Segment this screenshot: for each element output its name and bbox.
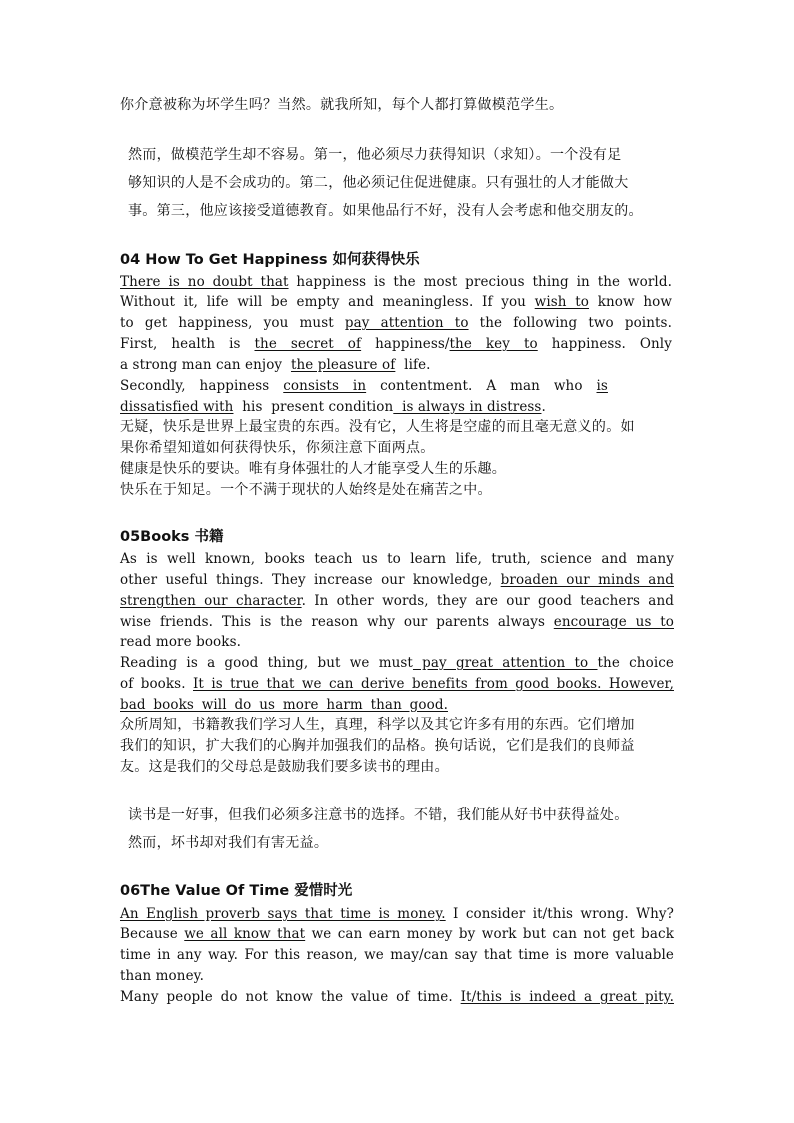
phrase: pay attention to: [344, 315, 469, 331]
s05-line-3: [120, 591, 674, 611]
s04-line-2: [120, 292, 672, 312]
phrase: dissatisfied with: [120, 399, 234, 415]
text: of books.: [120, 676, 186, 692]
s04-line-5: [120, 355, 431, 375]
s06-line-3: time in any way. For this reason, we may/can say that time is more valuable: [120, 947, 674, 963]
section-06-title: 06The Value Of Time 爱惜时光: [120, 883, 353, 899]
s06-line-5: [120, 987, 674, 1007]
intro-line-2: 然而，做模范学生却不容易。第一，他必须尽力获得知识（求知）。一个没有足: [128, 147, 622, 163]
s04-line-1: [120, 272, 672, 292]
s05-line-6: [120, 653, 674, 673]
text: I consider it/this wrong. Why?: [445, 906, 674, 922]
text: First, health is: [120, 336, 241, 352]
s05-line-2: [120, 570, 674, 590]
s05-line-1: As is well known, books teach us to learn life, truth, science and many: [120, 551, 674, 567]
section-04-title: 04 How To Get Happiness 如何获得快乐: [120, 252, 420, 268]
phrase: pay great attention to: [412, 655, 598, 671]
s05-line-4: [120, 612, 674, 632]
s04-line-7: dissatisfied with his present condition is always in distress.: [120, 399, 546, 415]
text: happiness is the most precious thing in the world.: [296, 274, 672, 290]
s05-zh-4: 读书是一好事，但我们必须多注意书的选择。不错，我们能从好书中获得益处。: [128, 807, 629, 823]
phrase: consists in: [283, 378, 367, 394]
text: the following two points.: [479, 315, 672, 331]
phrase: An English proverb says that time is money.: [120, 906, 446, 922]
text: the choice: [597, 655, 674, 671]
s04-zh-2: 果你希望知道如何获得快乐，你须注意下面两点。: [120, 440, 435, 456]
s05-line-5: read more books.: [120, 634, 241, 650]
s06-line-1: [120, 904, 674, 924]
phrase: the pleasure of: [290, 357, 396, 373]
text: his present condition: [242, 399, 394, 415]
s04-line-6: [120, 376, 608, 396]
s04-zh-1: 无疑，快乐是世界上最宝贵的东西。没有它，人生将是空虚的而且毫无意义的。如: [120, 419, 635, 435]
text: Without it, life will be empty and meaningless. If you: [120, 294, 526, 310]
s05-zh-5: 然而，坏书却对我们有害无益。: [128, 835, 329, 851]
s04-line-4: [120, 334, 672, 354]
phrase: bad books will do us more harm than good.: [120, 697, 448, 713]
s05-zh-1: 众所周知，书籍教我们学习人生，真理，科学以及其它许多有用的东西。它们增加: [120, 717, 635, 733]
phrase: we all know that: [184, 926, 306, 942]
s04-zh-4: 快乐在于知足。一个不满于现状的人始终是处在痛苦之中。: [120, 482, 492, 498]
text: we can earn money by work but can not get back: [311, 926, 674, 942]
text: Reading is a good thing, but we must: [120, 655, 413, 671]
phrase: is always in distress: [393, 399, 542, 415]
text: a strong man can enjoy: [120, 357, 283, 373]
s05-line-8: [120, 695, 448, 715]
intro-line-3: 够知识的人是不会成功的。第二，他必须记住促进健康。只有强壮的人才能做大: [128, 175, 629, 191]
phrase: There is no doubt that: [120, 274, 289, 290]
phrase: strengthen our character: [120, 593, 302, 609]
phrase: It is true that we can derive benefits from good books. However,: [193, 676, 674, 692]
text: Because: [120, 926, 178, 942]
text: wise friends. This is the reason why our parents always: [120, 614, 545, 630]
section-05-title: 05Books 书籍: [120, 529, 224, 545]
s06-line-2: [120, 924, 674, 944]
s06-line-4: than money.: [120, 968, 204, 984]
text: Many people do not know the value of time.: [120, 989, 453, 1005]
text: to get happiness, you must: [120, 315, 334, 331]
text: happiness/: [375, 336, 450, 352]
intro-line-4: 事。第三，他应该接受道德教育。如果他品行不好，没有人会考虑和他交朋友的。: [128, 203, 643, 219]
phrase: It/this is indeed a great pity.: [460, 989, 674, 1005]
phrase: encourage us to: [553, 614, 674, 630]
phrase: is: [596, 378, 608, 394]
intro-line-1: 你介意被称为坏学生吗？当然。就我所知，每个人都打算做模范学生。: [120, 97, 564, 113]
text: contentment. A man who: [380, 378, 583, 394]
s04-line-3: [120, 313, 672, 333]
phrase: the key to: [449, 336, 538, 352]
text: know how: [597, 294, 672, 310]
text: Secondly, happiness: [120, 378, 270, 394]
text: other useful things. They increase our knowledge,: [120, 572, 493, 588]
text: life.: [404, 357, 431, 373]
s05-zh-3: 友。这是我们的父母总是鼓励我们要多读书的理由。: [120, 759, 449, 775]
phrase: wish to: [534, 294, 589, 310]
s04-zh-3: 健康是快乐的要诀。唯有身体强壮的人才能享受人生的乐趣。: [120, 461, 507, 477]
text: . In other words, they are our good teachers and: [301, 593, 674, 609]
text: happiness. Only: [551, 336, 672, 352]
phrase: the secret of: [254, 336, 362, 352]
s05-zh-2: 我们的知识，扩大我们的心胸并加强我们的品格。换句话说，它们是我们的良师益: [120, 738, 635, 754]
phrase: broaden our minds and: [500, 572, 674, 588]
s05-line-7: [120, 674, 674, 694]
